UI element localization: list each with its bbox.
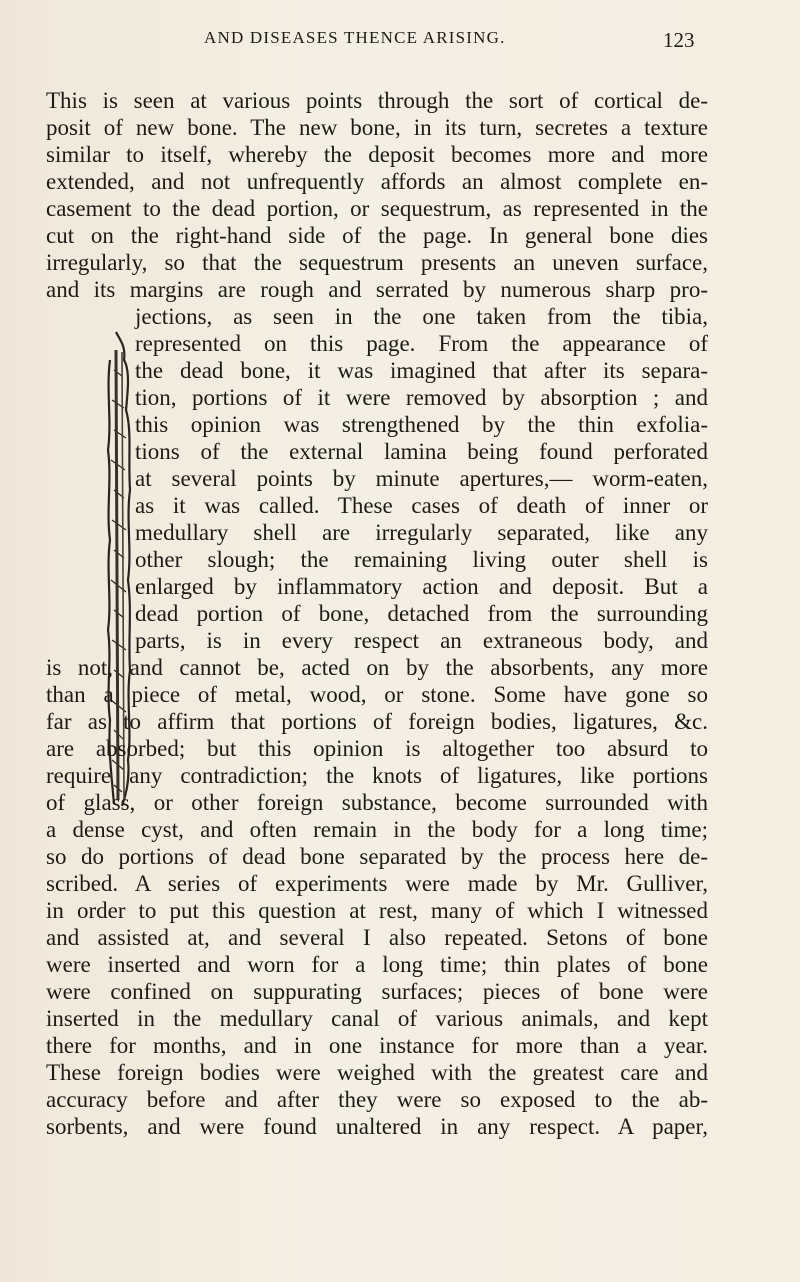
text-line: This is seen at various points through the sort of cortical de-: [46, 88, 708, 113]
text-line: cut on the right-hand side of the page. In general bone dies: [46, 223, 708, 248]
text-line: irregularly, so that the sequestrum presents an uneven surface,: [46, 250, 708, 275]
text-line: than a piece of metal, wood, or stone. Some have gone so: [46, 682, 708, 707]
running-head: AND DISEASES THENCE ARISING.: [204, 28, 506, 47]
text-line: require any contradiction; the knots of ligatures, like portions: [46, 763, 708, 788]
text-line: of glass, or other foreign substance, become surrounded with: [46, 790, 708, 815]
text-line: sorbents, and were found unaltered in any respect. A paper,: [46, 1114, 708, 1139]
text-line: scribed. A series of experiments were made by Mr. Gulliver,: [46, 871, 708, 896]
text-line: represented on this page. From the appearance of: [135, 331, 708, 356]
text-line: at several points by minute apertures,— worm-eaten,: [135, 466, 708, 491]
text-line: accuracy before and after they were so exposed to the ab-: [46, 1087, 708, 1112]
text-line: a dense cyst, and often remain in the body for a long time;: [46, 817, 708, 842]
text-line: posit of new bone. The new bone, in its turn, secretes a texture: [46, 115, 708, 140]
text-line: this opinion was strengthened by the thin exfolia-: [135, 412, 708, 437]
text-line: the dead bone, it was imagined that after its separa-: [135, 358, 708, 383]
text-line: is not, and cannot be, acted on by the absorbents, any more: [46, 655, 708, 680]
text-line: were inserted and worn for a long time; thin plates of bone: [46, 952, 708, 977]
text-line: and its margins are rough and serrated by numerous sharp pro-: [46, 277, 708, 302]
text-line: medullary shell are irregularly separated, like any: [135, 520, 708, 545]
text-line: tions of the external lamina being found perforated: [135, 439, 708, 464]
text-line: far as to affirm that portions of foreign bodies, ligatures, &c.: [46, 709, 708, 734]
text-line: inserted in the medullary canal of various animals, and kept: [46, 1006, 708, 1031]
text-line: similar to itself, whereby the deposit becomes more and more: [46, 142, 708, 167]
text-line: as it was called. These cases of death of inner or: [135, 493, 708, 518]
text-line: are absorbed; but this opinion is altogether too absurd to: [46, 736, 708, 761]
text-line: dead portion of bone, detached from the surrounding: [135, 601, 708, 626]
text-line: and assisted at, and several I also repeated. Setons of bone: [46, 925, 708, 950]
text-line: casement to the dead portion, or sequestrum, as represented in the: [46, 196, 708, 221]
text-line: parts, is in every respect an extraneous body, and: [135, 628, 708, 653]
text-line: jections, as seen in the one taken from the tibia,: [135, 304, 708, 329]
text-line: tion, portions of it were removed by absorption ; and: [135, 385, 708, 410]
text-line: in order to put this question at rest, many of which I witnessed: [46, 898, 708, 923]
text-line: there for months, and in one instance for more than a year.: [46, 1033, 708, 1058]
text-line: enlarged by inflammatory action and deposit. But a: [135, 574, 708, 599]
text-line: so do portions of dead bone separated by the process here de-: [46, 844, 708, 869]
text-line: These foreign bodies were weighed with the greatest care and: [46, 1060, 708, 1085]
page-number: 123: [663, 28, 695, 52]
text-line: were confined on suppurating surfaces; pieces of bone were: [46, 979, 708, 1004]
text-line: other slough; the remaining living outer shell is: [135, 547, 708, 572]
text-line: extended, and not unfrequently affords an almost complete en-: [46, 169, 708, 194]
